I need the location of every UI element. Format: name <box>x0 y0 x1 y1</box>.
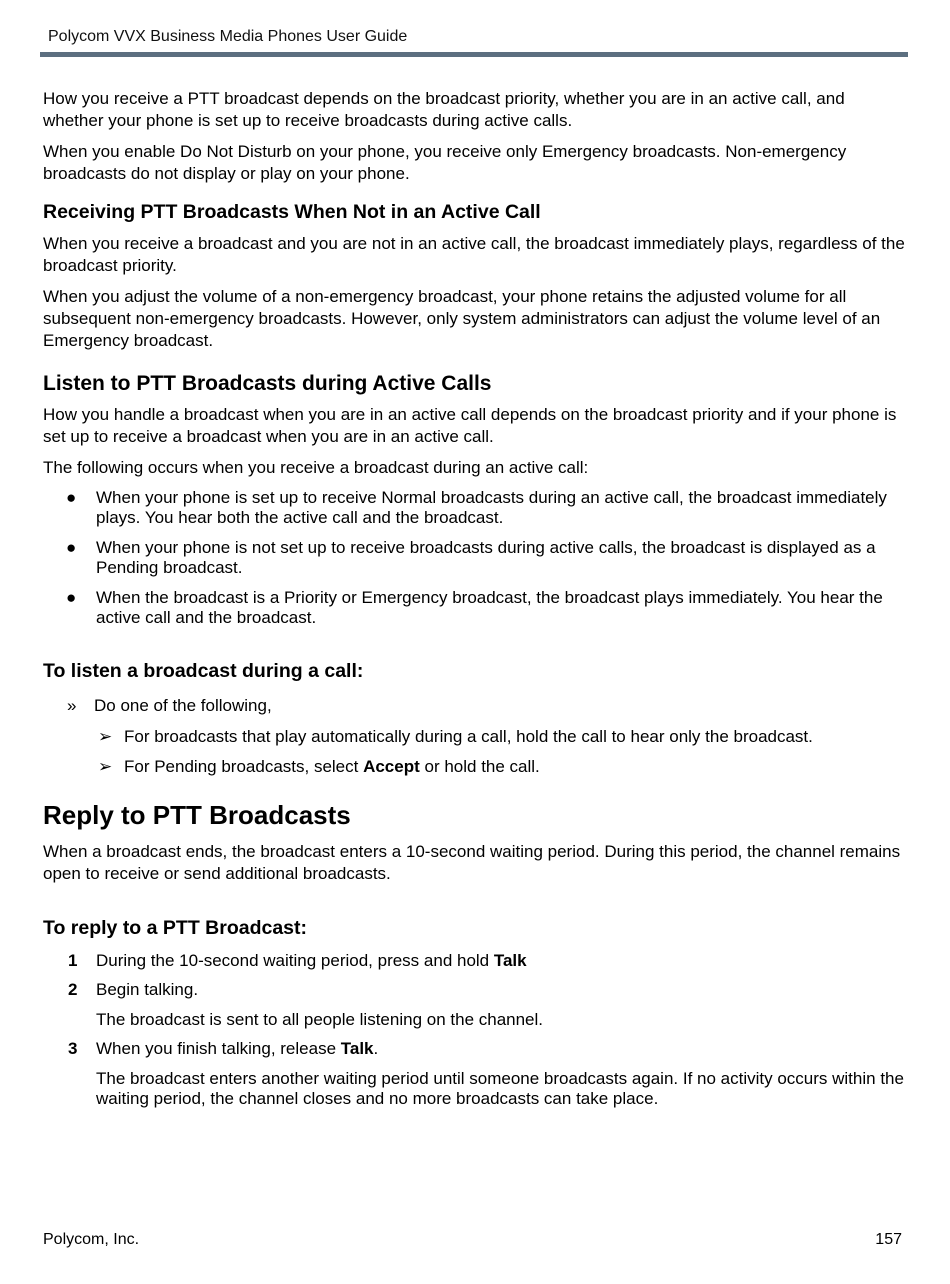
bullet-item <box>43 538 905 578</box>
step-result: The broadcast is sent to all people listening on the channel. <box>96 1010 544 1029</box>
procedure-option <box>43 756 905 778</box>
bullet-item <box>43 488 905 528</box>
option-text: For broadcasts that play automatically during a call, hold the call to hear only the broadcast. <box>124 727 813 746</box>
step-text: When you finish talking, release <box>96 1039 341 1058</box>
step-number: 1 <box>68 951 78 970</box>
page-header-title: Polycom VVX Business Media Phones User Guide <box>48 28 408 45</box>
footer-page-number: 157 <box>875 1231 902 1248</box>
step-number: 2 <box>68 980 78 999</box>
arrow-bullet-icon: ➢ <box>98 727 113 746</box>
procedure-heading-reply: To reply to a PTT Broadcast: <box>43 917 308 939</box>
step-marker-icon: » <box>67 696 77 715</box>
bullet-text: When your phone is set up to receive Normal broadcasts during an active call, the broadcast immediately plays. You hear both the active call and the broadcast. <box>96 488 887 527</box>
numbered-step <box>43 979 905 1001</box>
talk-keyword: Talk <box>340 1039 374 1058</box>
header-divider <box>40 52 908 57</box>
talk-keyword: Talk <box>493 951 527 970</box>
bullet-icon: ● <box>66 588 77 607</box>
option-text-end: or hold the call. <box>419 757 540 776</box>
section-heading-reply: Reply to PTT Broadcasts <box>43 800 351 830</box>
option-text: For Pending broadcasts, select <box>124 757 364 776</box>
section3-paragraph-1: When a broadcast ends, the broadcast enters a 10-second waiting period. During this period, the channel remains open to receive or send additional broadcasts. <box>43 842 901 883</box>
section-heading-not-in-call: Receiving PTT Broadcasts When Not in an Active Call <box>43 201 541 223</box>
intro-paragraph-2: When you enable Do Not Disturb on your phone, you receive only Emergency broadcasts. Non-emergency broadcasts do not display or play on your phone. <box>43 142 847 183</box>
arrow-bullet-icon: ➢ <box>98 757 113 776</box>
procedure-option <box>43 726 905 748</box>
intro-paragraph-1: How you receive a PTT broadcast depends on the broadcast priority, whether you are in an active call, and whether your phone is set up to receive broadcasts during active calls. <box>43 89 845 130</box>
step-result: The broadcast enters another waiting period until someone broadcasts again. If no activity occurs within the waiting period, the channel closes and no more broadcasts can take place. <box>96 1069 904 1108</box>
section-heading-active-calls: Listen to PTT Broadcasts during Active Calls <box>43 372 492 395</box>
section2-paragraph-1: How you handle a broadcast when you are in an active call depends on the broadcast priority and if your phone is set up to receive a broadcast when you are in an active call. <box>43 405 897 446</box>
procedure-step <box>43 695 905 717</box>
section1-paragraph-2: When you adjust the volume of a non-emergency broadcast, your phone retains the adjusted volume for all subsequent non-emergency broadcasts. However, only system administrators can adjust the volume level of an Emergency broadcast. <box>43 287 881 350</box>
step-number: 3 <box>68 1039 78 1058</box>
accept-keyword: Accept <box>363 757 420 776</box>
bullet-text: When your phone is not set up to receive broadcasts during active calls, the broadcast is displayed as a Pending broadcast. <box>96 538 876 577</box>
section2-paragraph-2: The following occurs when you receive a broadcast during an active call: <box>43 458 589 477</box>
numbered-step <box>43 1038 905 1060</box>
page-content <box>43 88 905 1109</box>
bullet-icon: ● <box>66 488 77 507</box>
step-text-end: . <box>373 1039 379 1058</box>
step-text: During the 10-second waiting period, press and hold <box>96 951 494 970</box>
footer-company: Polycom, Inc. <box>43 1231 140 1248</box>
section1-paragraph-1: When you receive a broadcast and you are not in an active call, the broadcast immediately plays, regardless of the broadcast priority. <box>43 234 905 275</box>
numbered-step <box>43 950 905 972</box>
bullet-icon: ● <box>66 538 77 557</box>
bullet-item <box>43 588 905 628</box>
bullet-text: When the broadcast is a Priority or Emergency broadcast, the broadcast plays immediately. You hear the active call and the broadcast. <box>96 588 883 627</box>
active-call-bullet-list <box>43 488 905 628</box>
procedure-heading-listen: To listen a broadcast during a call: <box>43 660 364 682</box>
step-text: Do one of the following, <box>94 696 272 715</box>
step-text: Begin talking. <box>96 980 199 999</box>
